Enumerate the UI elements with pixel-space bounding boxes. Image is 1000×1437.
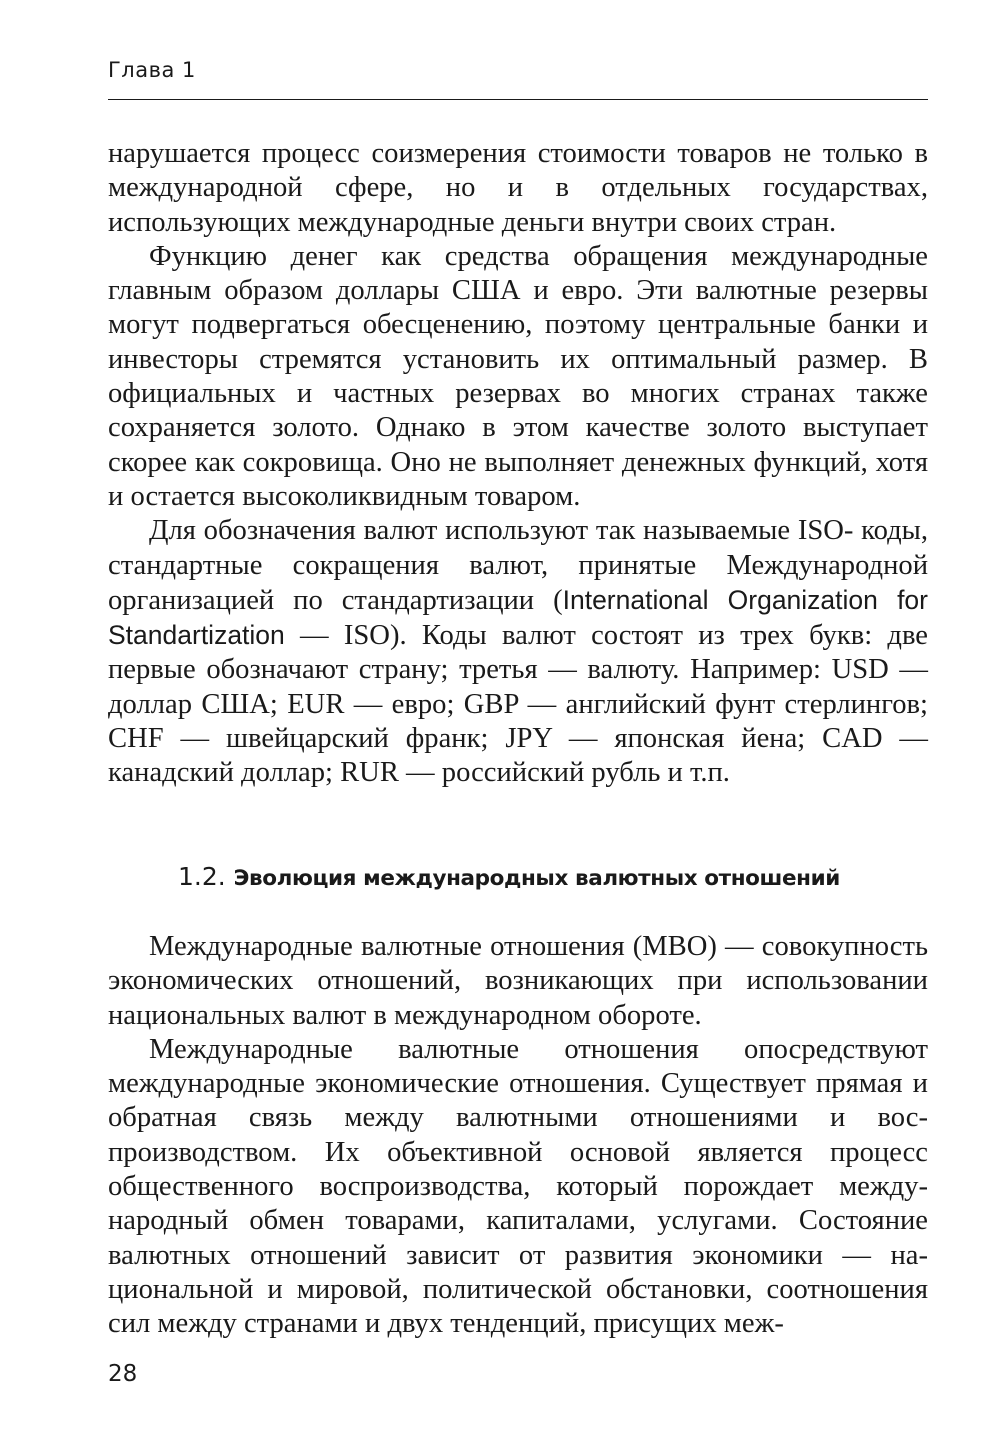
iso-text-part2: — ISO). Коды валют состоят из трех букв: две первые обозначают страну; третья — валюту. Например: USD — доллар США; EUR — евро; GBP — английский фунт стерлингов; CHF — швейцарский франк; JPY — японская йена; CAD — канадский доллар; RUR — российский рубль и т.п. bbox=[108, 620, 928, 789]
section-title: Эволюция международных валютных отношений bbox=[233, 866, 840, 891]
paragraph-mvo-definition: Международные валютные отношения (МВО) — совокупность экономических отношений, возникающих при использовании национальных валют в международном обороте. bbox=[108, 931, 928, 1031]
text-block-after-section bbox=[108, 930, 928, 1342]
text-block-before-section bbox=[108, 137, 928, 791]
section-number: 1.2. bbox=[178, 862, 234, 891]
page-number: 28 bbox=[108, 1361, 138, 1387]
paragraph-iso-codes bbox=[108, 514, 928, 790]
iso-text-part1: Для обозначения валют используют так называемые ISO- коды, стандартные сокращения валют, принятые Международной организацией по стандартизации ( bbox=[108, 515, 928, 616]
header-rule bbox=[108, 99, 928, 100]
paragraph-continuation: нарушается процесс соизмерения стоимости товаров не только в международной сфере, но и в отдельных государствах, использующих международные деньги внутри своих стран. bbox=[108, 138, 928, 238]
paragraph-exchange-function: Функцию денег как средства обращения международные главным образом доллары США и евро. Эти валютные резервы могут подвергаться обесценению, поэтому центральные банки и инвесторы стремятся установить их оптимальный размер. В официальных и частных резервах во многих странах также сохраняется золото. Однако в этом качестве золото выступает скорее как сокровища. Оно не выполняет денежных функций, хотя и остается высоколиквидным товаром. bbox=[108, 240, 928, 512]
running-head: Глава 1 bbox=[108, 58, 196, 82]
section-heading bbox=[178, 862, 938, 891]
iso-latin-name: International Organization for Standartization bbox=[108, 584, 928, 651]
paragraph-mvo-relations: Международные валютные отношения опосредствуют международные экономические отношения. Существует прямая и обратная связь между валютными отношениями и воспроизводством. Их объективной основой является процесс общественного воспроизводства, который порождает международный обмен товарами, капиталами, услугами. Состояние валютных отношений зависит от развития экономики — национальной и мировой, политической обстановки, соотношения сил между странами и двух тенденций, присущих меж- bbox=[108, 1033, 928, 1340]
